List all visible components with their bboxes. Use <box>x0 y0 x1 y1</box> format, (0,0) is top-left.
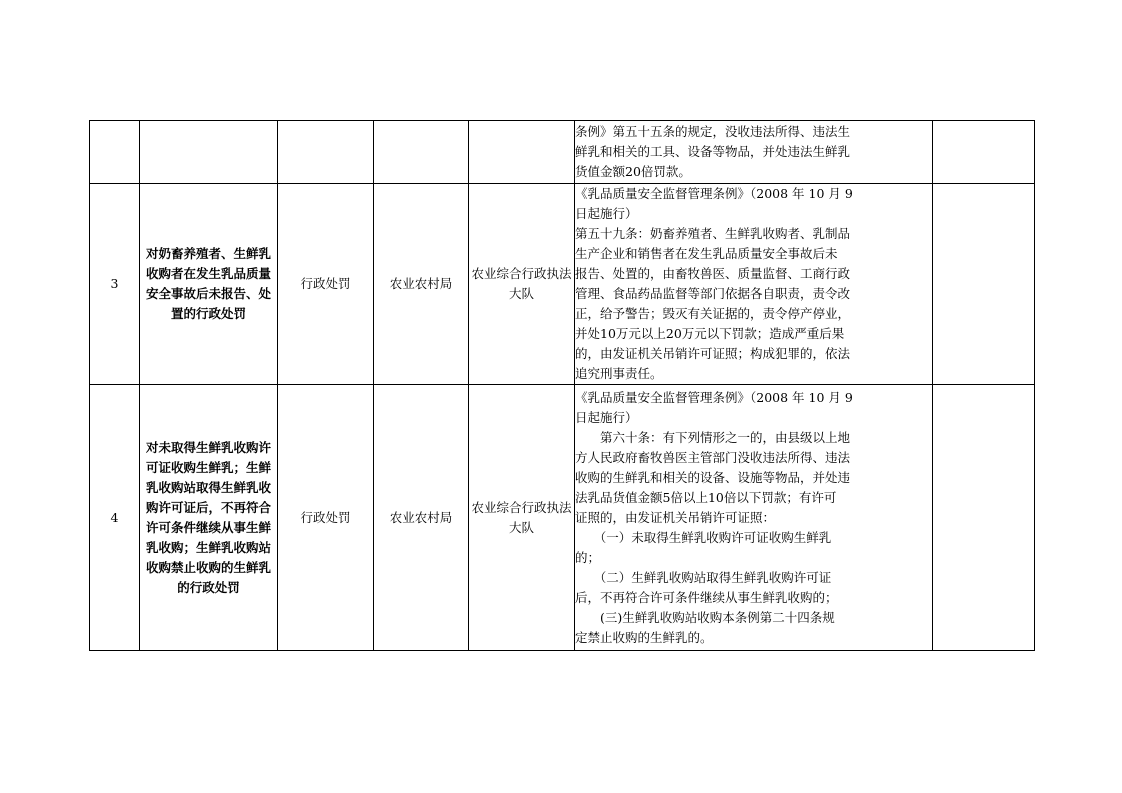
basis-line: （一）未取得生鲜乳收购许可证收购生鲜乳 <box>575 529 832 545</box>
basis-line: 法乳品货值金额5倍以上10倍以下罚款；有许可 <box>575 489 837 505</box>
basis-line: 正，给予警告；毁灭有关证据的，责令停产停业， <box>575 306 851 321</box>
department <box>374 121 469 184</box>
basis-line: 管理、食品药品监督等部门依据各自职责，责令改 <box>575 286 851 301</box>
legal-basis <box>575 121 933 184</box>
basis-line: 《乳品质量安全监督管理条例》（2008 年 10 月 9 <box>575 389 853 405</box>
basis-line: 定禁止收购的生鲜乳的。 <box>575 629 713 645</box>
department: 农业农村局 <box>374 385 469 651</box>
table-row <box>90 121 1035 184</box>
item-name <box>140 121 278 184</box>
item-name: 对未取得生鲜乳收购许可证收购生鲜乳；生鲜乳收购站取得生鲜乳收购许可证后，不再符合许可条件继续从事生鲜乳收购；生鲜乳收购站收购禁止收购的生鲜乳的行政处罚 <box>140 385 278 651</box>
table-row <box>90 184 1035 385</box>
basis-line: 并处10万元以上20万元以下罚款；造成严重后果 <box>575 326 845 341</box>
item-name: 对奶畜养殖者、生鲜乳收购者在发生乳品质量安全事故后未报告、处置的行政处罚 <box>140 184 278 385</box>
executing-unit <box>469 121 575 184</box>
basis-line: 证照的，由发证机关吊销许可证照： <box>575 509 776 525</box>
table-row <box>90 385 1035 651</box>
remark <box>933 385 1035 651</box>
basis-line: 后，不再符合许可条件继续从事生鲜乳收购的； <box>575 589 838 605</box>
basis-line: 日起施行） <box>575 206 638 221</box>
basis-line: (三)生鲜乳收购站收购本条例第二十四条规 <box>575 609 835 625</box>
executing-unit: 农业综合行政执法大队 <box>469 385 575 651</box>
legal-basis <box>575 385 933 651</box>
remark <box>933 121 1035 184</box>
basis-line: 追究刑事责任。 <box>575 366 663 381</box>
remark <box>933 184 1035 385</box>
legal-basis <box>575 184 933 385</box>
basis-line: 第六十条：有下列情形之一的，由县级以上地 <box>575 429 851 445</box>
power-type: 行政处罚 <box>278 385 374 651</box>
basis-line: 收购的生鲜乳和相关的设备、设施等物品，并处违 <box>575 469 851 485</box>
basis-line: 生产企业和销售者在发生乳品质量安全事故后未 <box>575 246 838 261</box>
basis-line: 鲜乳和相关的工具、设备等物品，并处违法生鲜乳 <box>575 144 851 159</box>
basis-line: 的，由发证机关吊销许可证照；构成犯罪的，依法 <box>575 346 851 361</box>
basis-line: 第五十九条：奶畜养殖者、生鲜乳收购者、乳制品 <box>575 226 851 241</box>
executing-unit: 农业综合行政执法大队 <box>469 184 575 385</box>
basis-line: 条例》第五十五条的规定，没收违法所得、违法生 <box>575 124 851 139</box>
basis-line: 货值金额20倍罚款。 <box>575 164 691 179</box>
basis-line: （二）生鲜乳收购站取得生鲜乳收购许可证 <box>575 569 832 585</box>
power-type <box>278 121 374 184</box>
basis-line: 《乳品质量安全监督管理条例》（2008 年 10 月 9 <box>575 186 853 201</box>
penalty-table <box>89 120 1035 651</box>
basis-line: 方人民政府畜牧兽医主管部门没收违法所得、违法 <box>575 449 851 465</box>
basis-line: 的； <box>575 549 601 565</box>
basis-line: 日起施行） <box>575 409 638 425</box>
power-type: 行政处罚 <box>278 184 374 385</box>
row-number <box>90 121 140 184</box>
row-number: 4 <box>90 385 140 651</box>
department: 农业农村局 <box>374 184 469 385</box>
basis-line: 报告、处置的，由畜牧兽医、质量监督、工商行政 <box>575 266 851 281</box>
row-number: 3 <box>90 184 140 385</box>
